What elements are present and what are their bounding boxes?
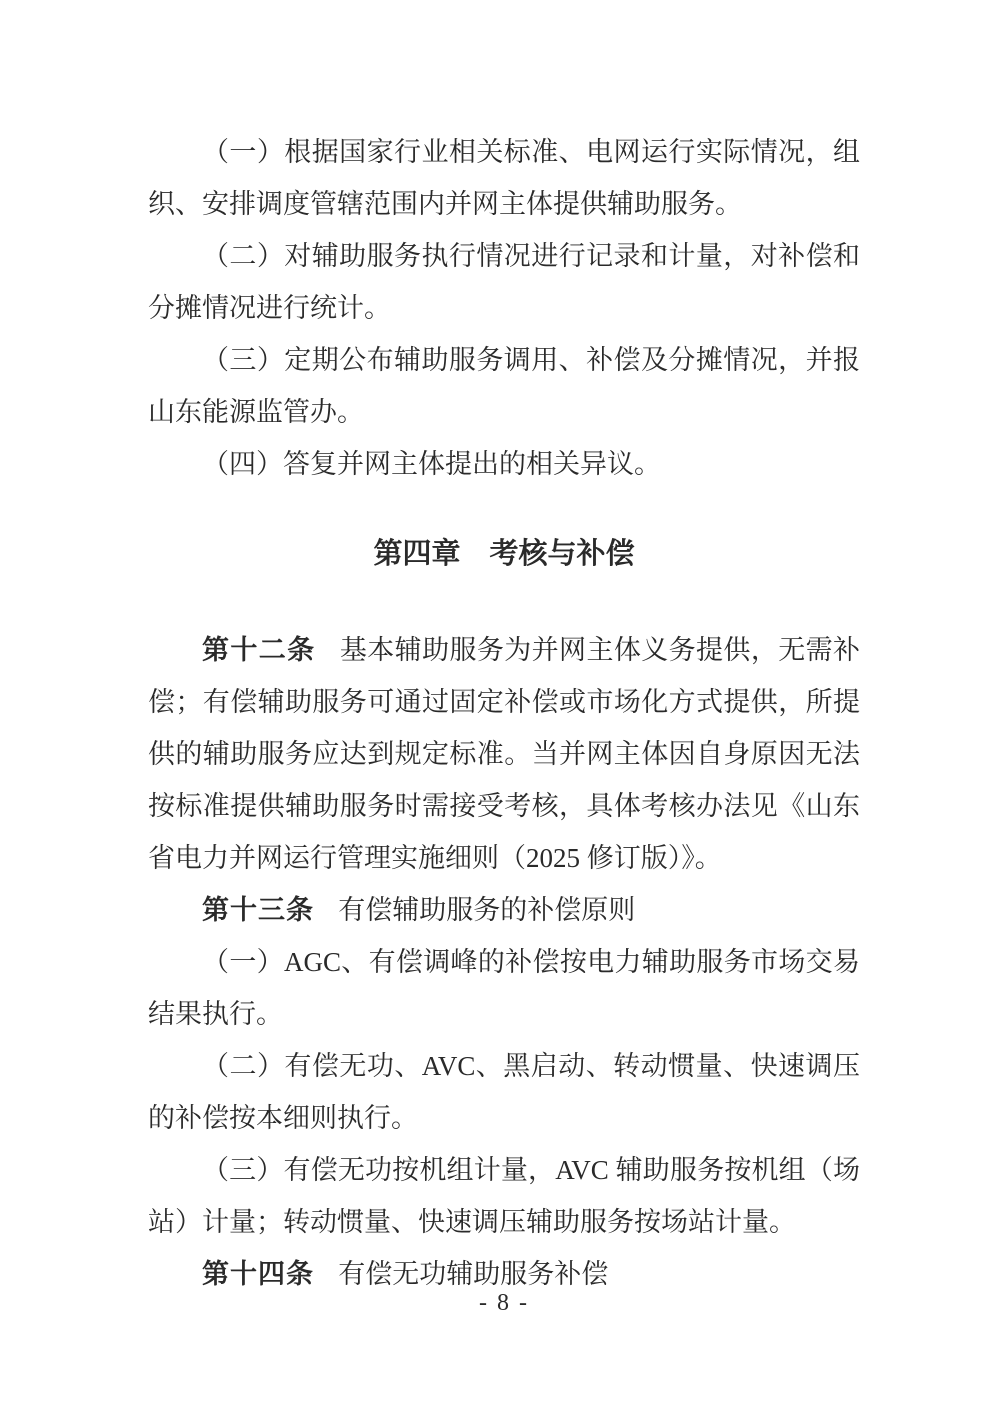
paragraph-line: 站）计量；转动惯量、快速调压辅助服务按场站计量。 <box>148 1207 796 1237</box>
paragraph-line: 的补偿按本细则执行。 <box>148 1103 418 1133</box>
paragraph-line: 织、安排调度管辖范围内并网主体提供辅助服务。 <box>148 189 742 219</box>
paragraph-line: （二）对辅助服务执行情况进行记录和计量，对补偿和 <box>202 241 860 271</box>
article-label: 第十二条 <box>202 635 316 665</box>
paragraph-line: （三）定期公布辅助服务调用、补偿及分摊情况，并报 <box>202 345 860 375</box>
page-number: - 8 - <box>479 1290 529 1316</box>
paragraph-line: （四）答复并网主体提出的相关异议。 <box>202 449 661 479</box>
paragraph-line: 按标准提供辅助服务时需接受考核，具体考核办法见《山东 <box>148 791 860 821</box>
chapter-heading: 第四章 考核与补偿 <box>373 538 635 570</box>
paragraph-line: 分摊情况进行统计。 <box>148 293 391 323</box>
article-text: 有偿辅助服务的补偿原则 <box>338 895 636 925</box>
paragraph-line: （三）有偿无功按机组计量，AVC 辅助服务按机组（场 <box>202 1155 860 1185</box>
paragraph-line: 供的辅助服务应达到规定标准。当并网主体因自身原因无法 <box>148 739 860 769</box>
paragraph-line: 结果执行。 <box>148 999 283 1029</box>
paragraph-line: 省电力并网运行管理实施细则（2025 修订版）》。 <box>148 843 722 873</box>
paragraph-line: （一）AGC、有偿调峰的补偿按电力辅助服务市场交易 <box>202 947 860 977</box>
page-footer <box>148 1288 860 1318</box>
paragraph-line: 偿；有偿辅助服务可通过固定补偿或市场化方式提供，所提 <box>148 687 860 717</box>
article-label: 第十四条 <box>202 1259 314 1289</box>
article-label: 第十三条 <box>202 895 314 925</box>
article-text: 基本辅助服务为并网主体义务提供，无需补 <box>339 635 861 665</box>
paragraph-line: （二）有偿无功、AVC、黑启动、转动惯量、快速调压 <box>202 1051 860 1081</box>
paragraph-line: 山东能源监管办。 <box>148 397 364 427</box>
article-line <box>148 884 860 936</box>
article-line <box>148 624 860 676</box>
paragraph-line: （一）根据国家行业相关标准、电网运行实际情况，组 <box>202 137 860 167</box>
article-text: 有偿无功辅助服务补偿 <box>338 1259 609 1289</box>
document-body <box>148 126 860 1300</box>
